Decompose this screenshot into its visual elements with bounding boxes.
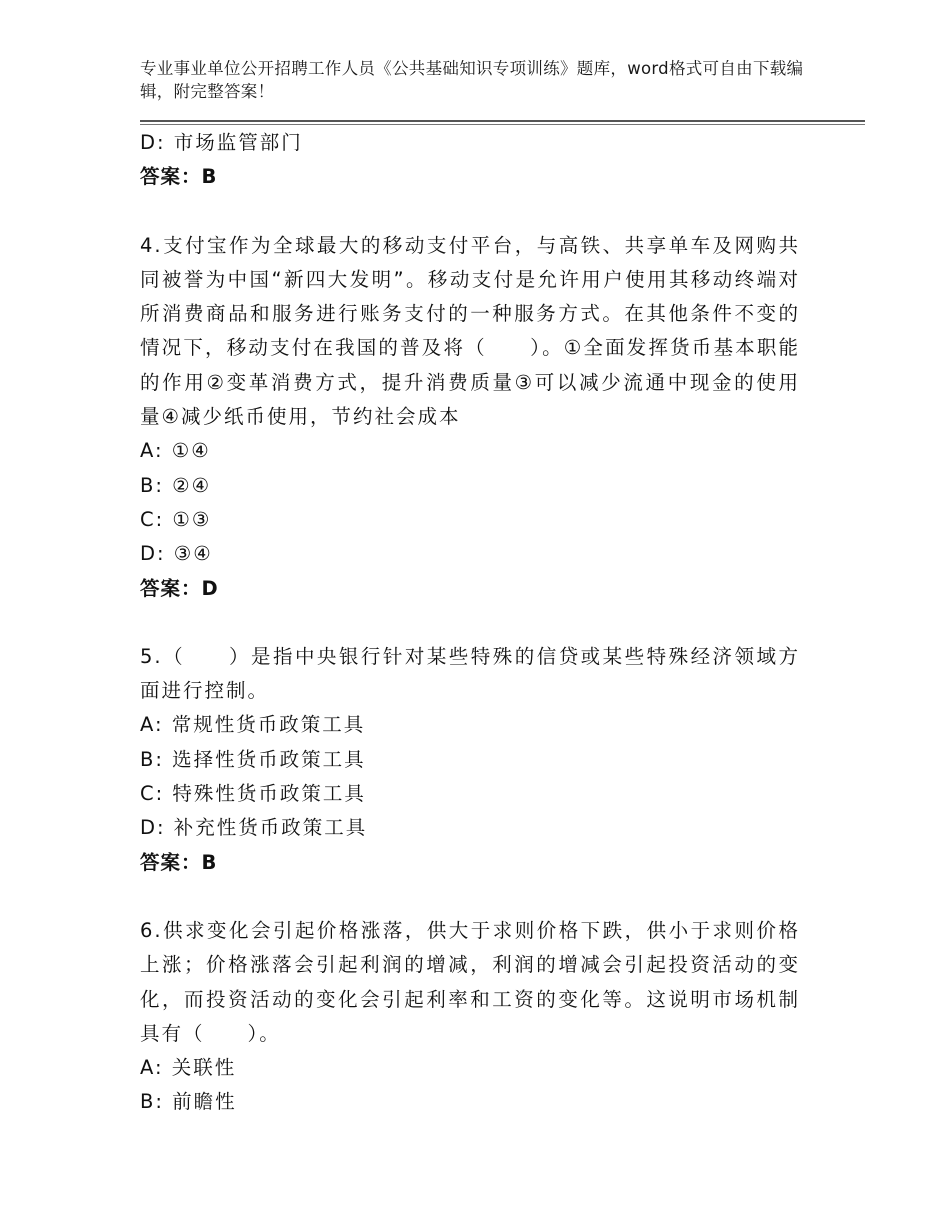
question-5-option-b: B: 选择性货币政策工具 — [140, 747, 366, 771]
question-5-text: 5.（ ）是指中央银行针对某些特殊的信贷或某些特殊经济领域方面进行控制。 — [140, 644, 800, 703]
prev-option-d: D: 市场监管部门 — [140, 131, 303, 154]
page-header: 专业事业单位公开招聘工作人员《公共基础知识专项训练》题库，word格式可自由下载编辑，附完整答案！ — [140, 59, 804, 101]
question-4-text: 4.支付宝作为全球最大的移动支付平台，与高铁、共享单车及网购共同被誉为中国“新四大发明”。移动支付是允许用户使用其移动终端对所消费商品和服务进行账务支付的一种服务方式。在其他条件不变的情况下，移动支付在我国的普及将（ ）。①全面发挥货币基本职能的作用②变革消费方式，提升消费质量③可以减少流通中现金的使用量④减少纸币使用，节约社会成本 — [140, 233, 800, 429]
question-4-answer: 答案：D — [140, 576, 219, 600]
question-4-option-b: B: ②④ — [140, 473, 212, 497]
question-6-option-a: A: 关联性 — [140, 1056, 237, 1080]
question-4-option-a: A: ①④ — [140, 439, 211, 463]
prev-answer: 答案：B — [140, 165, 218, 189]
question-5-option-a: A: 常规性货币政策工具 — [140, 713, 366, 737]
question-5-answer: 答案：B — [140, 850, 218, 874]
question-4-option-c: C: ①③ — [140, 507, 212, 531]
question-content — [140, 126, 800, 1120]
header-rule-thin — [140, 124, 865, 125]
question-6-text: 6.供求变化会引起价格涨落，供大于求则价格下跌，供小于求则价格上涨；价格涨落会引起利润的增减，利润的增减会引起投资活动的变化，而投资活动的变化会引起利率和工资的变化等。这说明市场机制具有（ ）。 — [140, 918, 800, 1045]
question-5-option-c: C: 特殊性货币政策工具 — [140, 782, 366, 806]
header-rule-thick — [140, 120, 865, 122]
question-6-option-b: B: 前瞻性 — [140, 1090, 237, 1114]
question-5-option-d: D: 补充性货币政策工具 — [140, 816, 368, 840]
question-4-option-d: D: ③④ — [140, 542, 213, 566]
